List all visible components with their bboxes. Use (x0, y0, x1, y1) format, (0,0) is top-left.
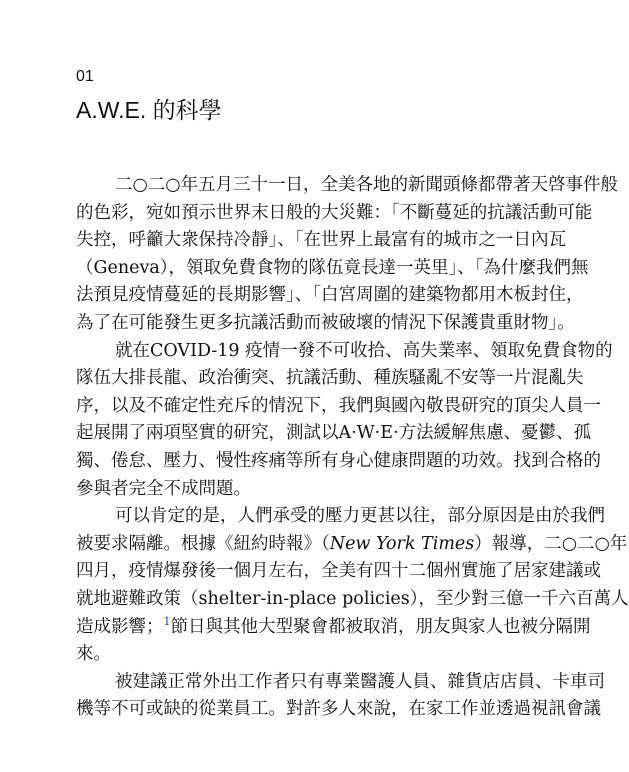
text-segment: 法預見疫情蔓延的長期影響」、「白宮周圍的建築物都用木板封住， (76, 285, 584, 306)
text-line (76, 365, 584, 393)
text-segment: 的色彩，宛如預示世界末日般的大災難：「不斷蔓延的抗議活動可能 (76, 202, 593, 223)
text-line (76, 669, 605, 697)
text-segment: 被建議正常外出工作者只有專業醫護人員、雜貨店店員、卡車司 (115, 671, 605, 692)
text-segment: 起展開了兩項堅實的研究，測試以A·W·E·方法緩解焦慮、憂鬱、孤 (76, 423, 592, 444)
text-segment: 被要求隔離。根據《紐約時報》（ (76, 533, 330, 554)
text-segment: 節日與其他大型聚會都被取消，朋友與家人也被分隔開 (170, 616, 591, 637)
text-line (76, 558, 601, 586)
text-line (76, 200, 593, 228)
text-line (76, 503, 605, 531)
text-segment: 二○二○年五月三十一日，全美各地的新聞頭條都帶著天啓事件般 (115, 175, 619, 195)
text-segment: （Geneva），領取免費食物的隊伍竟長達一英里」、「為什麼我們無 (76, 257, 589, 278)
text-segment: 獨、倦怠、壓力、慢性疼痛等所有身心健康問題的功效。找到合格的 (76, 450, 601, 471)
text-segment: 序，以及不確定性充斥的情況下，我們與國內敬畏研究的頂尖人員一 (76, 395, 601, 416)
text-line (76, 531, 628, 559)
text-line (76, 338, 613, 366)
text-line (76, 255, 589, 283)
text-segment: 參與者完全不成問題。 (76, 478, 251, 499)
chapter-title: A.W.E. 的科學 (76, 97, 222, 123)
chapter-number: 01 (76, 68, 94, 85)
text-segment: 造成影響； (76, 616, 164, 637)
text-segment: 隊伍大排長龍、政治衝突、抗議活動、種族騷亂不安等一片混亂失 (76, 368, 584, 389)
italic-text: New York Times (329, 533, 475, 554)
text-line (76, 641, 524, 669)
text-line (76, 227, 566, 255)
body-text (76, 172, 629, 724)
text-segment: 四月，疫情爆發後一個月左右，全美有四十二個州實施了居家建議或 (76, 561, 601, 582)
text-segment: 機等不可或缺的從業員工。對許多人來說，在家工作並透過視訊會議 (76, 699, 601, 720)
paragraph (76, 338, 613, 504)
text-line (76, 393, 601, 421)
text-line (76, 282, 584, 310)
paragraph (76, 503, 629, 669)
text-segment: 失控，呼籲大衆保持冷靜」、「在世界上最富有的城市之一日內瓦 (76, 230, 566, 251)
footnote-ref-link[interactable]: 1 (163, 614, 171, 628)
text-line (76, 448, 601, 476)
text-segment: 就在COVID-19 疫情一發不可收拾、高失業率、領取免費食物的 (115, 340, 613, 361)
text-segment: 為了在可能發生更多抗議活動而被破壞的情況下保護貴重財物」。 (76, 312, 575, 333)
paragraph (76, 172, 619, 338)
text-line (76, 696, 601, 724)
text-segment: 來。 (76, 644, 111, 665)
paragraph (76, 669, 605, 724)
text-segment: 就地避難政策（shelter-in-place policies），至少對三億一千六百萬人 (76, 588, 629, 609)
text-line (76, 586, 629, 614)
text-line (76, 420, 592, 448)
text-segment: ）報導，二○二○年 (474, 533, 628, 554)
text-line (76, 172, 619, 200)
text-line (76, 310, 575, 338)
text-segment: 可以肯定的是，人們承受的壓力更甚以往，部分原因是由於我們 (115, 506, 605, 527)
text-line (76, 614, 591, 642)
text-line (76, 476, 524, 504)
